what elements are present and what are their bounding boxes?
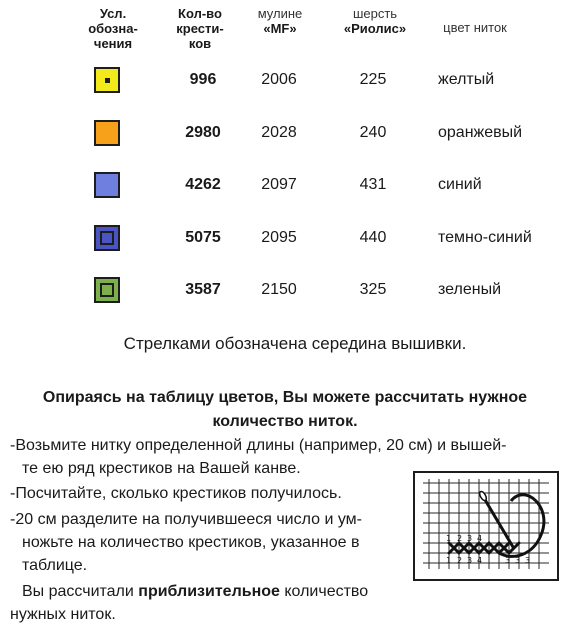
table-row xyxy=(0,169,570,201)
middle-note: Стрелками обозначена середина вышивки. xyxy=(123,334,467,353)
color-swatch xyxy=(94,172,120,198)
mf-number: 2150 xyxy=(261,281,297,298)
stitch-count: 2980 xyxy=(185,124,221,141)
symbol-dot-icon xyxy=(105,78,110,83)
riolis-number: 431 xyxy=(359,176,387,193)
riolis-number: 225 xyxy=(359,71,387,88)
table-row xyxy=(0,64,570,96)
color-name: оранжевый xyxy=(438,124,523,141)
table-row xyxy=(0,274,570,306)
mf-number: 2097 xyxy=(261,176,297,193)
symbol-square-icon xyxy=(100,231,114,245)
instructions-title-line2: количество ниток. xyxy=(212,413,358,430)
stitch-number: 3 xyxy=(525,556,531,565)
header-symbol-line: обозна- xyxy=(88,21,138,36)
stitch-number: 2 xyxy=(457,556,463,565)
step2-line1: -Посчитайте, сколько крестиков получилось. xyxy=(10,485,342,502)
stitch-number: 3 xyxy=(467,534,473,543)
step1-line1: -Возьмите нитку определенной длины (например, 20 см) и вышей- xyxy=(10,437,507,454)
header-symbol xyxy=(68,6,158,51)
result-pre: Вы рассчитали xyxy=(22,583,139,600)
stitch-number: 1 xyxy=(446,556,452,565)
stitch-number: 4 xyxy=(477,556,483,565)
stitch-number: 1 xyxy=(446,534,452,543)
stitch-illustration xyxy=(413,471,559,581)
color-name: синий xyxy=(438,176,482,193)
result-line2: нужных ниток. xyxy=(10,606,116,623)
color-name: темно-синий xyxy=(438,229,532,246)
step3-line1: -20 см разделите на получившееся число и ум- xyxy=(10,511,362,528)
header-color xyxy=(425,20,525,35)
color-swatch xyxy=(94,225,120,251)
stitch-number: 4 xyxy=(477,534,483,543)
header-color-label: цвет ниток xyxy=(443,20,507,35)
needle-eye-icon xyxy=(478,490,487,501)
color-swatch xyxy=(94,67,120,93)
symbol-square-icon xyxy=(100,283,114,297)
riolis-number: 325 xyxy=(359,281,387,298)
canvas-grid-icon xyxy=(415,473,557,579)
header-symbol-line: чения xyxy=(93,36,133,51)
stitch-count: 5075 xyxy=(185,229,221,246)
table-row xyxy=(0,222,570,254)
mf-number: 2028 xyxy=(261,124,297,141)
riolis-number: 440 xyxy=(359,229,387,246)
instructions-title xyxy=(10,386,560,434)
header-mf-line1: мулине xyxy=(257,6,303,21)
result-bold: приблизительное xyxy=(138,583,280,600)
header-riolis-line1: шерсть xyxy=(352,6,398,21)
header-riolis-line2: «Риолис» xyxy=(343,21,407,36)
riolis-number: 240 xyxy=(359,124,387,141)
color-name: зеленый xyxy=(438,281,502,298)
grid-lines xyxy=(423,479,549,569)
table-row xyxy=(0,117,570,149)
header-symbol-line: Усл. xyxy=(99,6,127,21)
color-name: желтый xyxy=(438,71,495,88)
stitch-number: 3 xyxy=(467,556,473,565)
step1-line2: те ею ряд крестиков на Вашей канве. xyxy=(22,460,301,477)
stitch-number: 3 xyxy=(515,556,521,565)
result-post: количество xyxy=(279,583,369,600)
header-mf-line2: «MF» xyxy=(263,21,297,36)
color-swatch xyxy=(94,277,120,303)
header-riolis xyxy=(330,6,420,36)
header-mf xyxy=(240,6,320,36)
color-swatch xyxy=(94,120,120,146)
header-count-line: крести- xyxy=(176,21,224,36)
header-count-line: Кол-во xyxy=(178,6,222,21)
stitch-count: 3587 xyxy=(185,281,221,298)
mf-number: 2095 xyxy=(261,229,297,246)
step3-line2: ножьте на количество крестиков, указанное в xyxy=(22,534,360,551)
stitch-number: 2 xyxy=(457,534,463,543)
header-count-line: ков xyxy=(188,36,212,51)
result-line1 xyxy=(22,582,368,602)
needle-icon xyxy=(481,493,513,547)
mf-number: 2006 xyxy=(261,71,297,88)
stitch-number: 3 xyxy=(505,556,511,565)
header-count xyxy=(160,6,240,51)
step3-line3: таблице. xyxy=(22,557,88,574)
stitch-count: 996 xyxy=(189,71,217,88)
stitch-count: 4262 xyxy=(185,176,221,193)
instructions-title-line1: Опираясь на таблицу цветов, Вы можете рассчитать нужное xyxy=(42,389,528,406)
